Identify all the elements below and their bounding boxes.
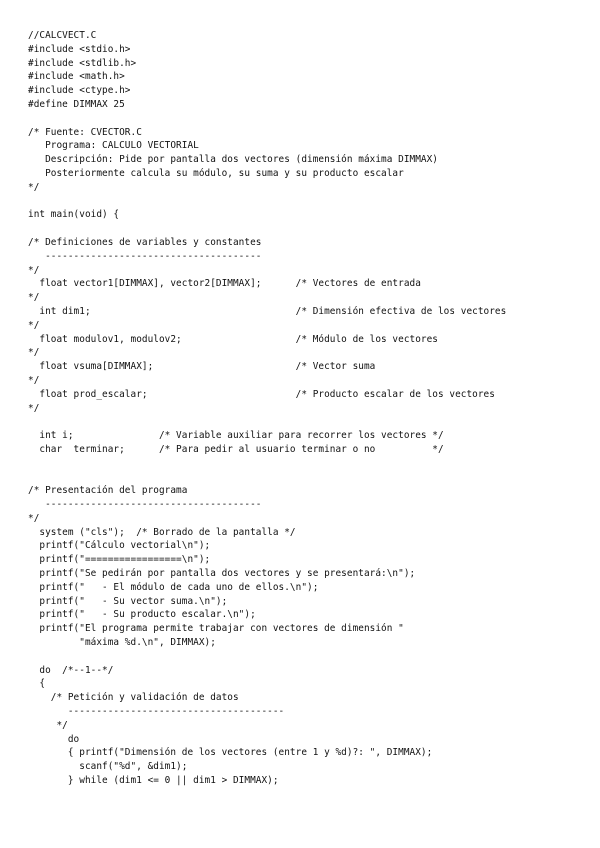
code-line: -------------------------------------- — [28, 250, 262, 262]
code-line: do — [28, 733, 80, 745]
code-line: /* Definiciones de variables y constantes — [28, 236, 262, 248]
code-line: char terminar; /* Para pedir al usuario terminar o no */ — [28, 443, 444, 455]
code-line: /* Presentación del programa — [28, 485, 188, 497]
code-line: */ — [28, 319, 40, 331]
code-line — [28, 112, 506, 126]
code-line: int main(void) { — [28, 209, 120, 221]
code-line: */ — [28, 402, 40, 414]
code-line: float vsuma[DIMMAX]; /* Vector suma — [28, 361, 376, 373]
code-line — [28, 195, 506, 209]
code-line: do /*--1--*/ — [28, 664, 114, 676]
code-line: printf(" - Su vector suma.\n"); — [28, 595, 228, 607]
code-line — [28, 222, 506, 236]
code-line: int dim1; /* Dimensión efectiva de los vectores — [28, 305, 507, 317]
code-line: float prod_escalar; /* Producto escalar de los vectores — [28, 388, 495, 400]
code-line: scanf("%d", &dim1); — [28, 761, 188, 773]
code-line: */ — [28, 292, 40, 304]
code-line: -------------------------------------- — [28, 499, 262, 511]
code-line: printf(" - El módulo de cada uno de ellos.\n"); — [28, 581, 319, 593]
code-line: Posteriormente calcula su módulo, su suma y su producto escalar — [28, 167, 404, 179]
code-line: Programa: CALCULO VECTORIAL — [28, 140, 199, 152]
code-line: //CALCVECT.C — [28, 30, 97, 41]
code-line: } while (dim1 <= 0 || dim1 > DIMMAX); — [28, 775, 279, 787]
code-line: /* Fuente: CVECTOR.C — [28, 126, 142, 138]
code-line: { — [28, 678, 46, 690]
code-line: */ — [28, 719, 68, 731]
code-line: printf("El programa permite trabajar con vectores de dimensión " — [28, 623, 404, 635]
code-line: "máxima %d.\n", DIMMAX); — [28, 637, 216, 649]
code-line: */ — [28, 181, 40, 193]
code-line: int i; /* Variable auxiliar para recorrer los vectores */ — [28, 430, 444, 442]
code-line — [28, 471, 506, 485]
code-line: system ("cls"); /* Borrado de la pantalla */ — [28, 526, 296, 538]
code-listing — [28, 29, 506, 788]
code-line: float vector1[DIMMAX], vector2[DIMMAX]; /* Vectores de entrada — [28, 278, 421, 290]
code-line: printf("=================\n"); — [28, 554, 211, 566]
code-line: */ — [28, 374, 40, 386]
code-line: Descripción: Pide por pantalla dos vectores (dimensión máxima DIMMAX) — [28, 154, 438, 166]
code-line: */ — [28, 512, 40, 524]
code-line — [28, 415, 506, 429]
code-line — [28, 457, 506, 471]
code-line: #define DIMMAX 25 — [28, 98, 125, 110]
code-line: printf("Se pedirán por pantalla dos vectores y se presentará:\n"); — [28, 568, 416, 580]
code-line: float modulov1, modulov2; /* Módulo de los vectores — [28, 333, 438, 345]
code-line: #include <math.h> — [28, 71, 125, 83]
code-line: -------------------------------------- — [28, 706, 285, 718]
code-line: printf(" - Su producto escalar.\n"); — [28, 609, 256, 621]
code-line: /* Petición y validación de datos — [28, 692, 239, 704]
code-line: */ — [28, 264, 40, 276]
code-line: #include <stdlib.h> — [28, 57, 137, 69]
code-line: { printf("Dimensión de los vectores (entre 1 y %d)?: ", DIMMAX); — [28, 747, 433, 759]
code-line: printf("Cálculo vectorial\n"); — [28, 540, 211, 552]
code-line: #include <ctype.h> — [28, 85, 131, 97]
code-line: */ — [28, 347, 40, 359]
code-line: #include <stdio.h> — [28, 43, 131, 55]
code-line — [28, 650, 506, 664]
